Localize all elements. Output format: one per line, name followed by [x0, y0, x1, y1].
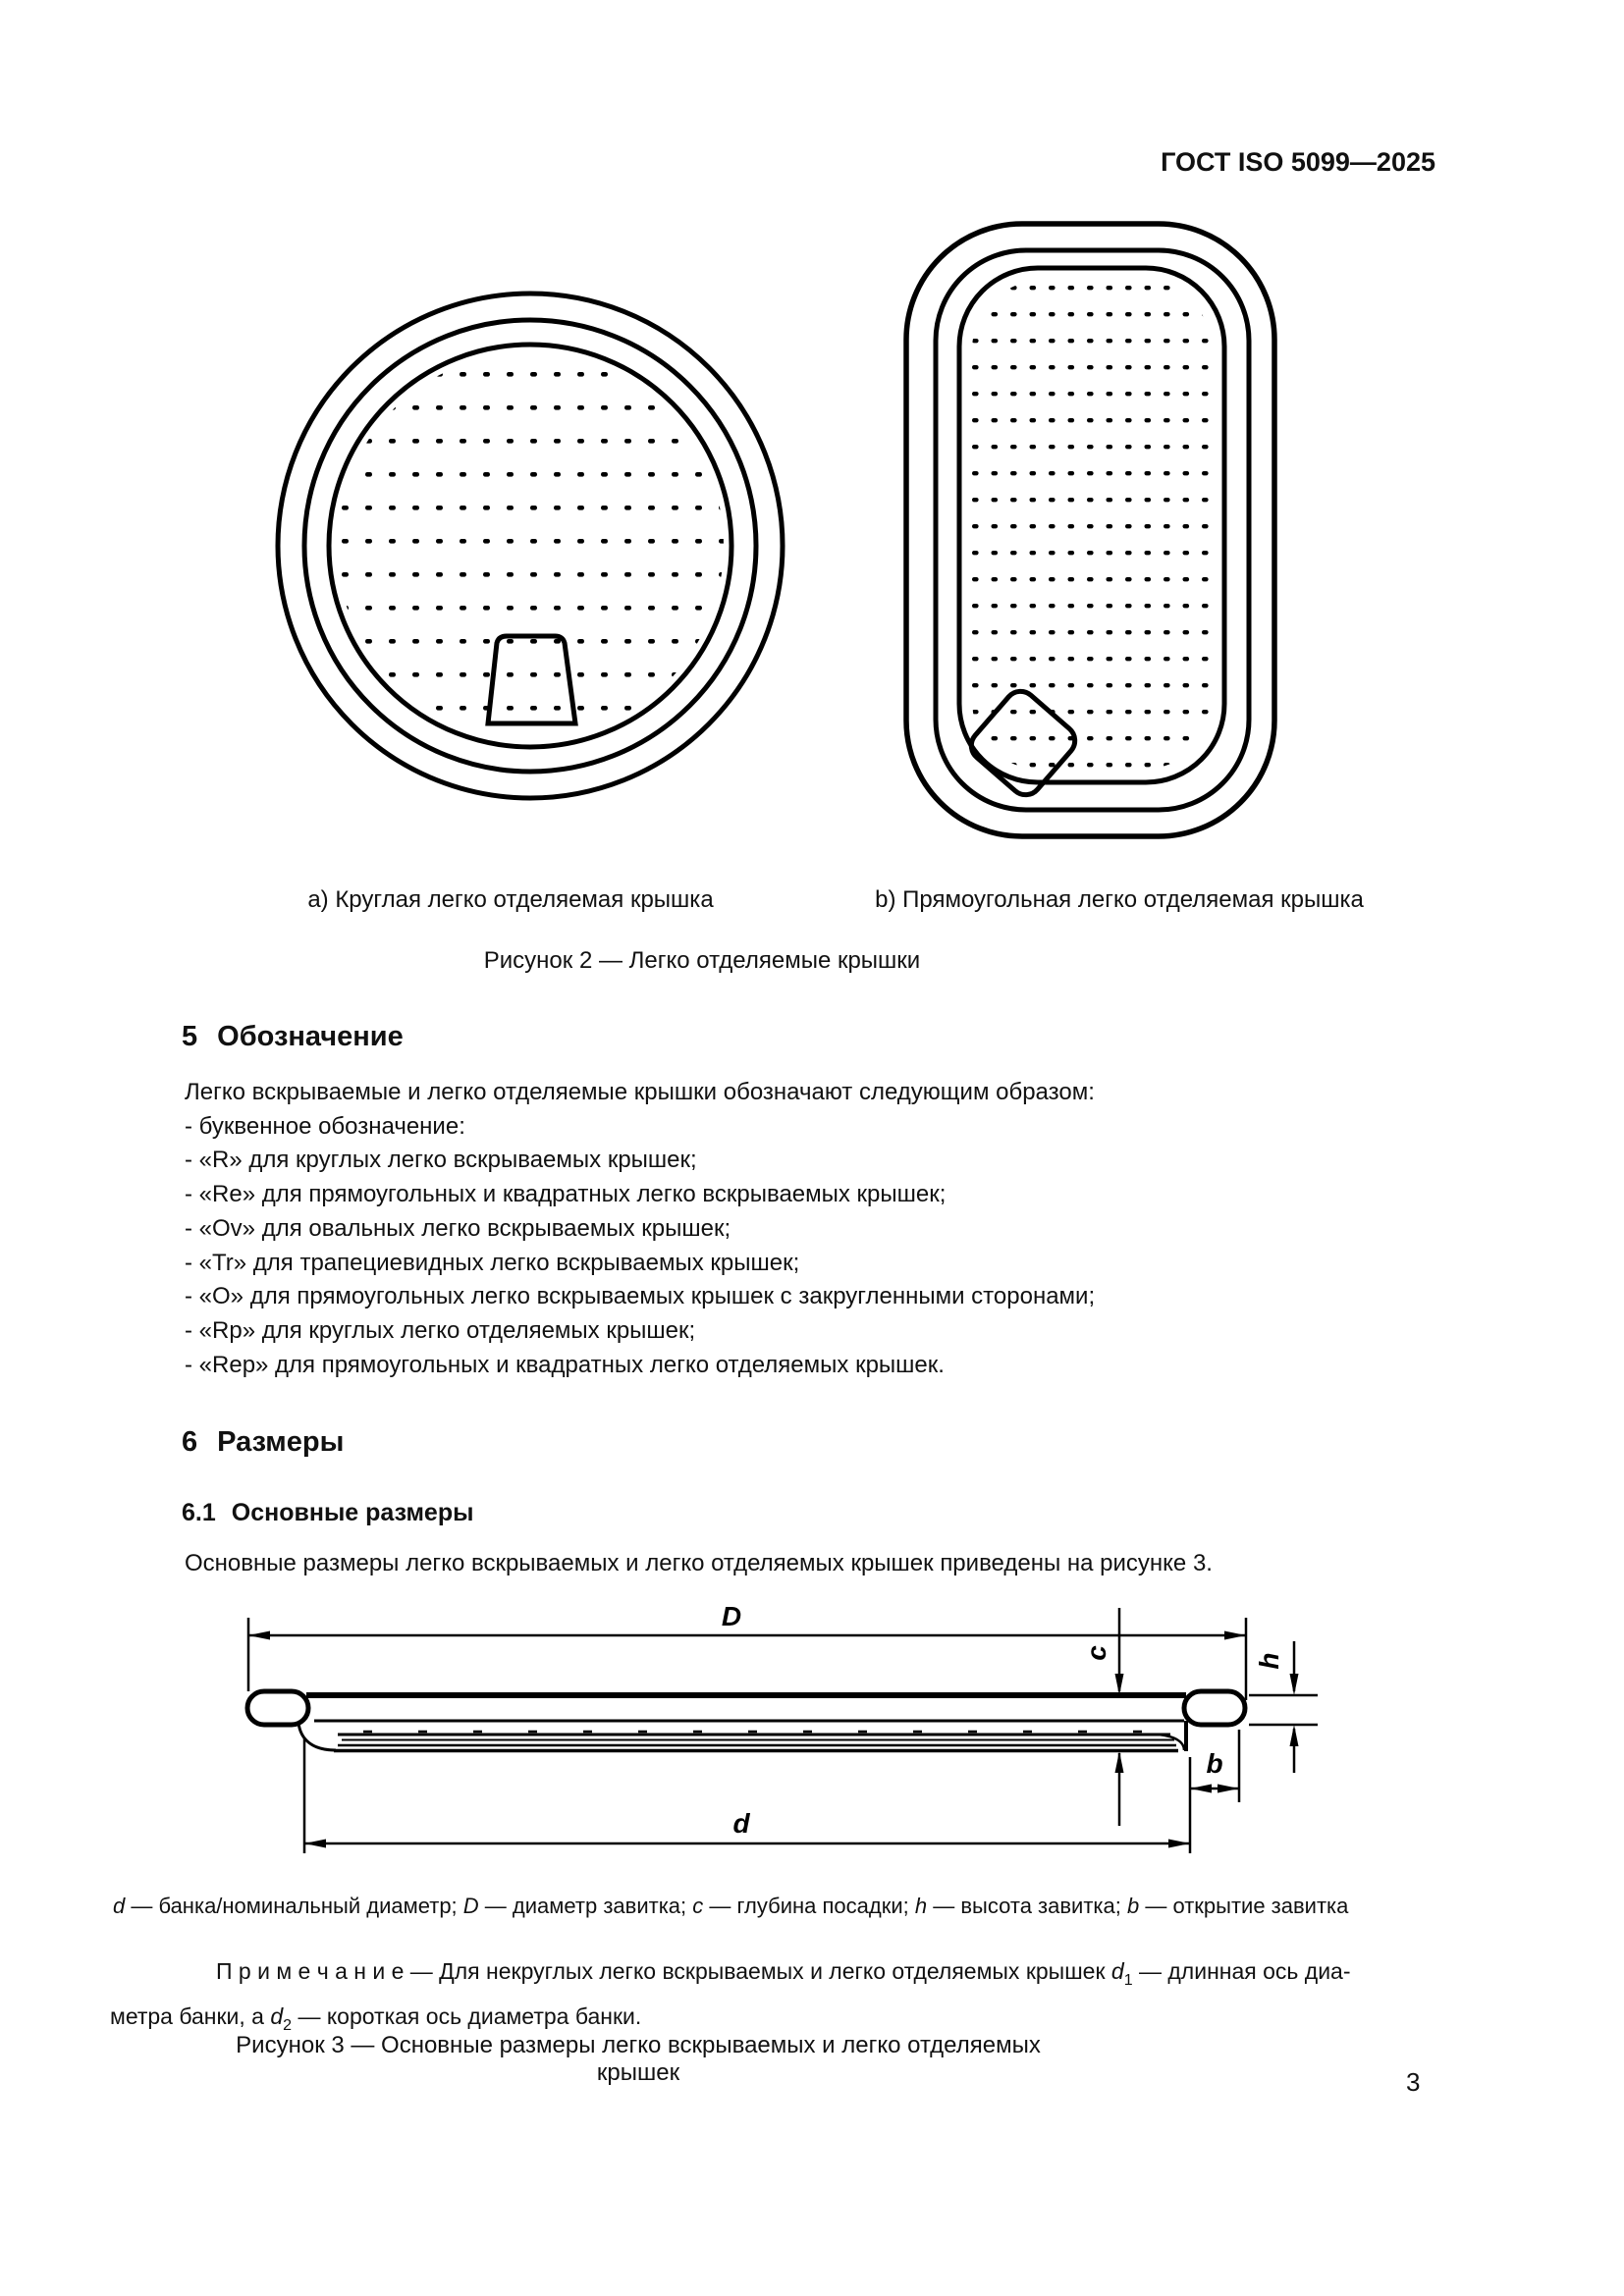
list-item: - «Rep» для прямоугольных и квадратных легко отделяемых крышек. — [185, 1351, 945, 1378]
list-item: - «Ov» для овальных легко вскрываемых крышек; — [185, 1214, 731, 1242]
list-item: - «Re» для прямоугольных и квадратных легко вскрываемых крышек; — [185, 1181, 947, 1208]
legend-text: — открытие завитка — [1139, 1894, 1349, 1918]
section6-title: Размеры — [217, 1426, 345, 1458]
dimension-b — [1190, 1730, 1239, 1853]
dimension-d — [304, 1737, 1190, 1853]
figure3-caption: Рисунок 3 — Основные размеры легко вскрываемых и легко отделяемых крышек — [236, 2032, 1041, 2086]
legend-text: — глубина посадки; — [703, 1894, 915, 1918]
legend-var: h — [914, 1894, 928, 1918]
legend-text: — банка/номинальный диаметр; — [125, 1894, 463, 1918]
section5-title: Обозначение — [217, 1021, 404, 1052]
list-item: - «O» для прямоугольных легко вскрываемых крышек с закругленными сторонами; — [185, 1283, 1096, 1310]
section6-number: 6 — [182, 1426, 198, 1458]
round-lid-drawing — [278, 294, 783, 798]
legend-var: d — [113, 1894, 126, 1918]
dim-label-c: c — [1081, 1645, 1111, 1661]
list-item: - «Tr» для трапециевидных легко вскрываемых крышек; — [185, 1249, 800, 1276]
section6-sub-title: Основные размеры — [231, 1499, 474, 1526]
dimension-c — [1081, 1608, 1124, 1826]
note-line-1: П р и м е ч а н и е — Для некруглых легко вскрываемых и легко отделяемых крышек $d_1$ — длинная ось диа- — [216, 1958, 1351, 1989]
dim-label-D: D — [721, 1601, 742, 1631]
figure3-note — [110, 1953, 1529, 2044]
page-header: ГОСТ ISO 5099—2025 — [1161, 147, 1435, 177]
section6-heading — [182, 1426, 344, 1459]
section5-number: 5 — [182, 1021, 198, 1052]
section6-subheading — [182, 1499, 473, 1527]
note-line-2: метра банки, а $d_2$ — короткая ось диаметра банки. — [110, 2003, 642, 2034]
dim-label-b: b — [1206, 1748, 1223, 1779]
section6-sub-number: 6.1 — [182, 1499, 216, 1526]
section5-body — [185, 1076, 1461, 1382]
list-item: - буквенное обозначение: — [185, 1112, 465, 1140]
note-label: П р и м е ч а н и е — [216, 1958, 405, 1984]
legend-var: c — [692, 1894, 704, 1918]
list-item: - «R» для круглых легко вскрываемых крышек; — [185, 1147, 697, 1174]
figure3-drawing — [236, 1590, 1345, 1865]
figure2-caption-a: a) Круглая легко отделяемая крышка — [307, 886, 714, 913]
legend-text: — высота завитка; — [927, 1894, 1127, 1918]
section5-heading — [182, 1021, 404, 1053]
section5-intro: Легко вскрываемые и легко отделяемые крышки обозначают следующим образом: — [185, 1079, 1095, 1105]
lid-profile — [247, 1691, 1245, 1751]
rect-lid-drawing — [906, 224, 1274, 836]
figure2-caption-b: b) Прямоугольная легко отделяемая крышка — [875, 886, 1364, 913]
legend-var: D — [462, 1894, 479, 1918]
legend-text: — диаметр завитка; — [478, 1894, 693, 1918]
section6-intro: Основные размеры легко вскрываемых и легко отделяемых крышек приведены на рисунке 3. — [185, 1550, 1213, 1576]
figure3-legend — [113, 1894, 1348, 1919]
dimension-h — [1249, 1641, 1318, 1773]
dim-label-d: d — [732, 1808, 750, 1839]
legend-var: b — [1126, 1894, 1140, 1918]
page-number: 3 — [1406, 2067, 1421, 2097]
left-curl — [247, 1691, 308, 1725]
list-item: - «Rp» для круглых легко отделяемых крышек; — [185, 1316, 696, 1344]
round-lid-dot-field — [337, 352, 724, 739]
figure2-drawing — [236, 196, 1316, 854]
right-curl — [1184, 1691, 1245, 1725]
figure2-caption: Рисунок 2 — Легко отделяемые крышки — [483, 947, 921, 974]
dim-label-h: h — [1254, 1652, 1284, 1670]
